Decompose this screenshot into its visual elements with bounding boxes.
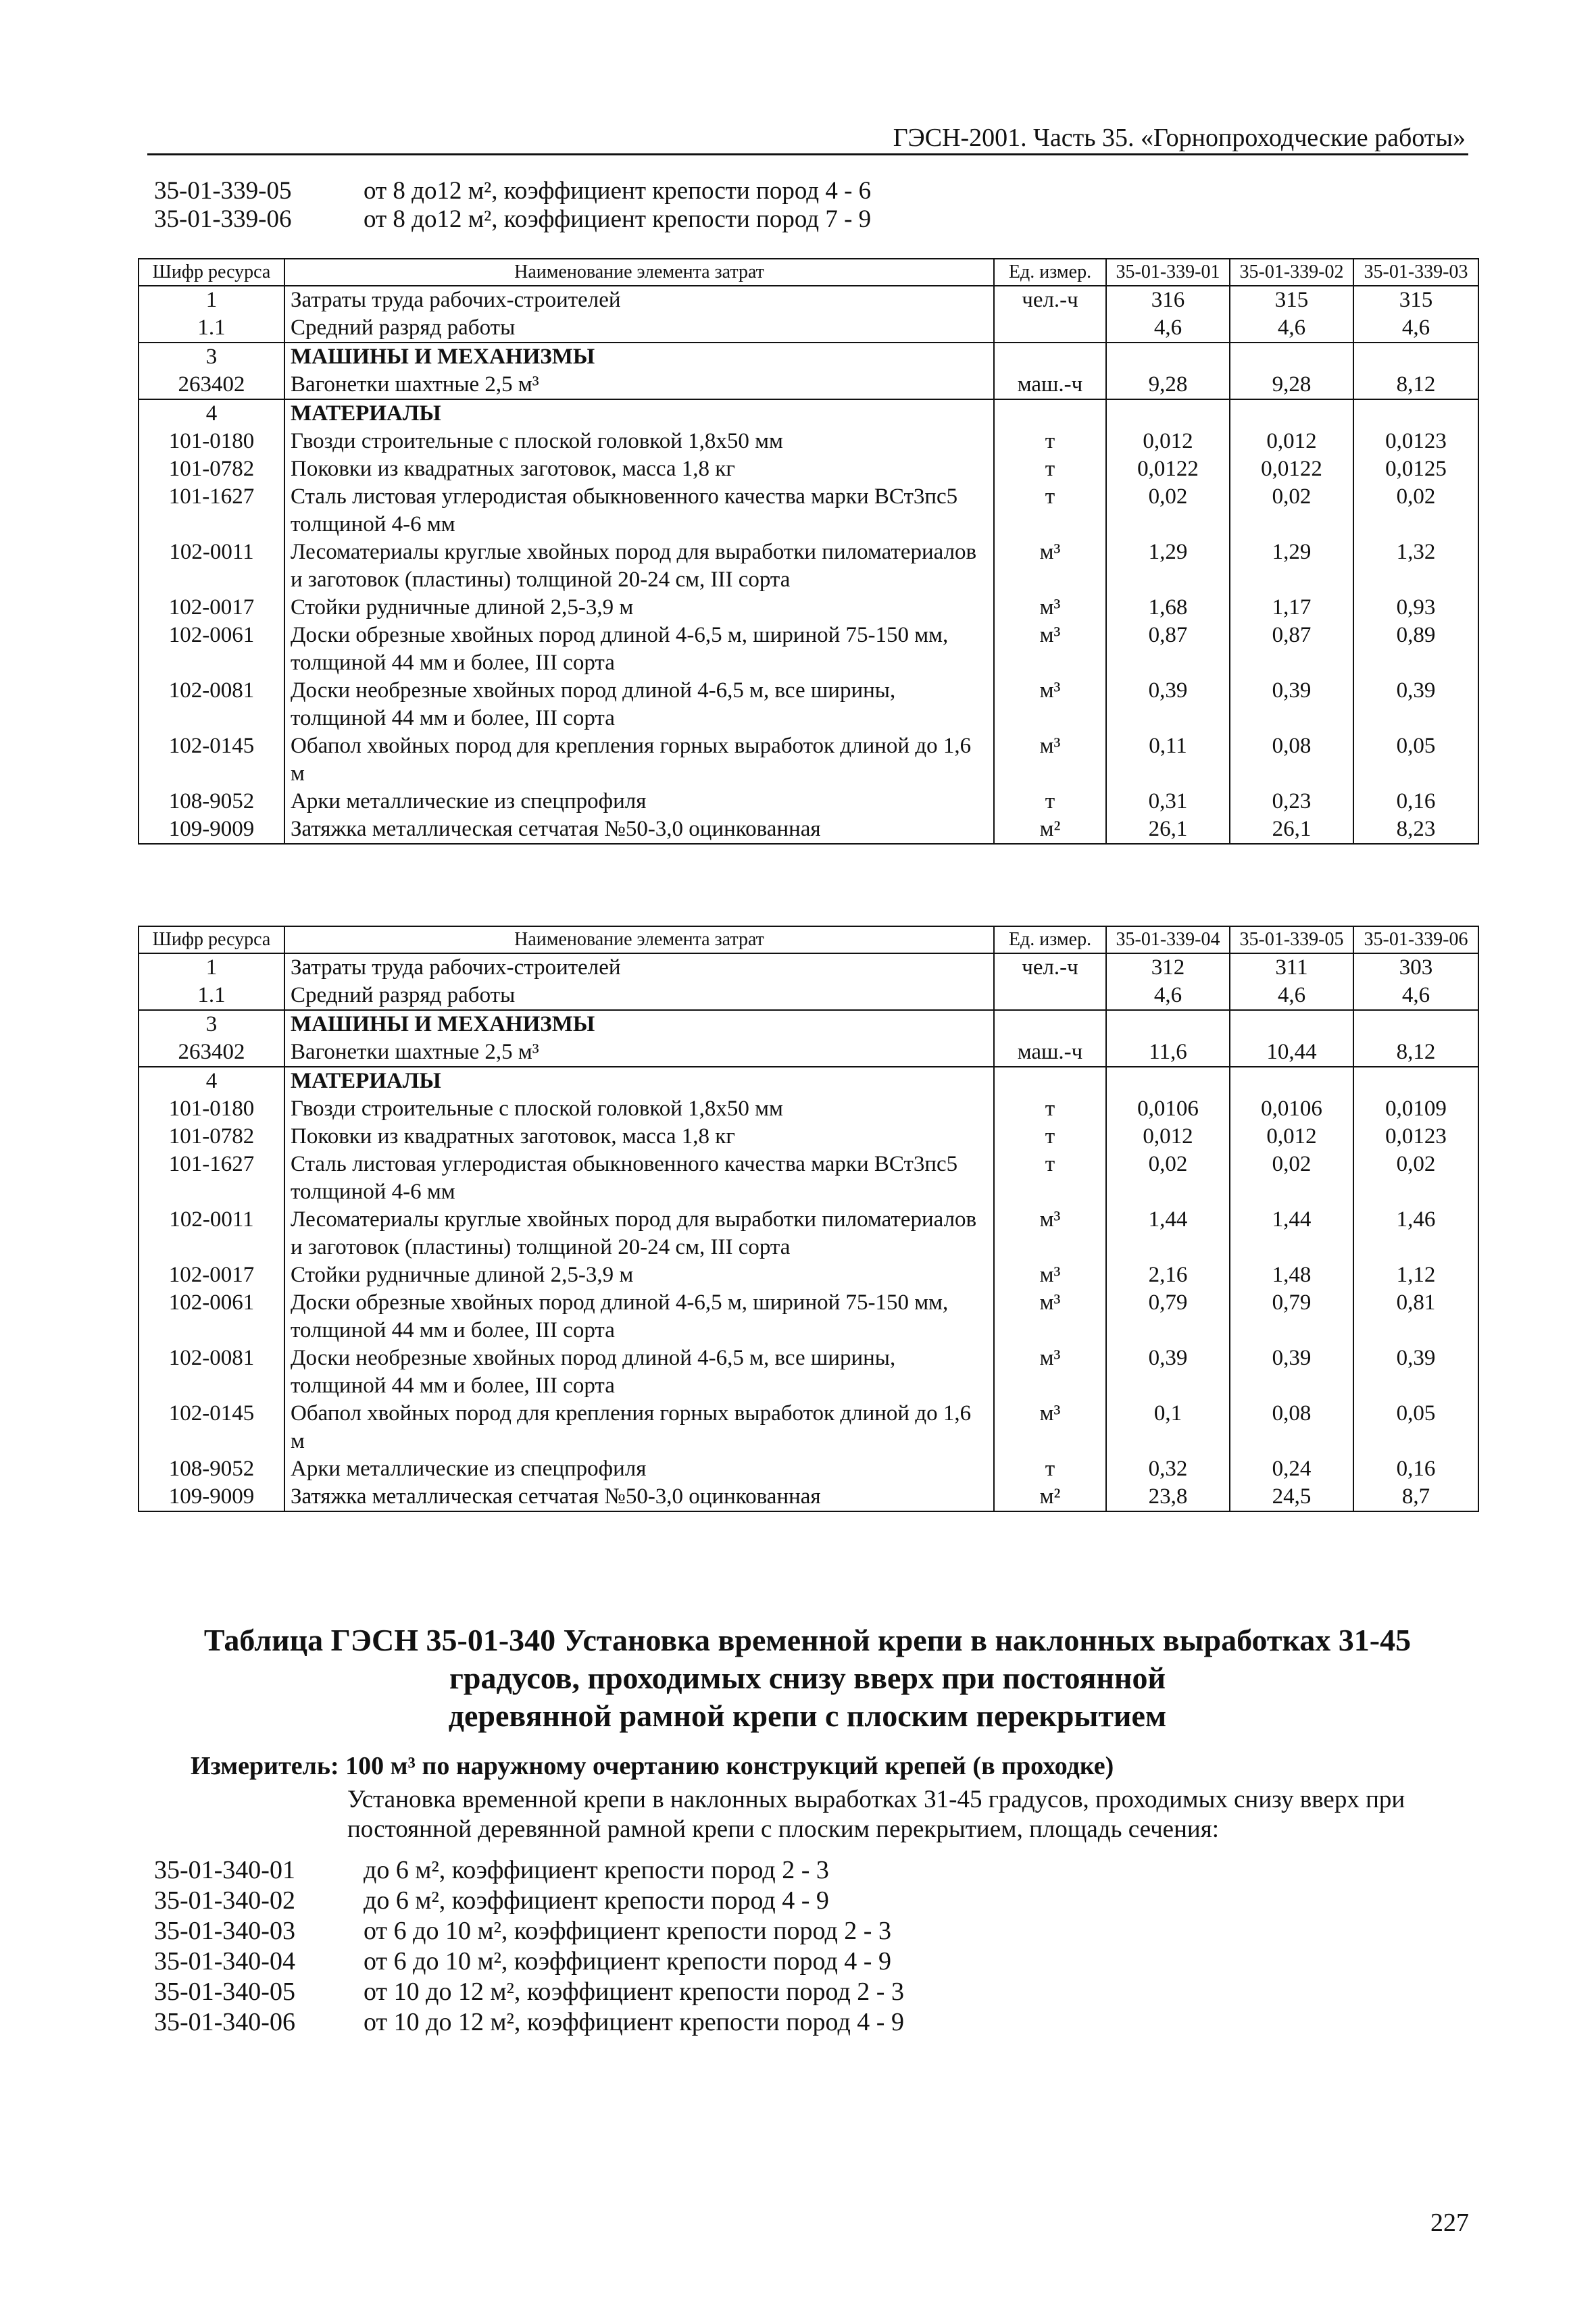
resource-unit: м³	[994, 732, 1106, 788]
resource-code: 109-9009	[139, 1483, 284, 1511]
resource-code: 101-1627	[139, 483, 284, 538]
resource-value: 0,08	[1230, 732, 1353, 788]
header-title: ГЭСН-2001. Часть 35. «Горнопроходческие работы»	[893, 124, 1466, 152]
code: 35-01-340-01	[154, 1856, 295, 1884]
code-description: от 6 до 10 м², коэффициент крепости пород 4 - 9	[364, 1947, 891, 1976]
header-name: Наименование элемента затрат	[284, 926, 994, 953]
resource-value: 0,02	[1230, 1151, 1353, 1206]
resource-unit: м³	[994, 1344, 1106, 1400]
resource-unit: т	[994, 428, 1106, 455]
resource-value: 1,44	[1230, 1206, 1353, 1261]
resource-code: 102-0081	[139, 1344, 284, 1400]
resource-code: 101-1627	[139, 1151, 284, 1206]
resource-value: 1,32	[1353, 538, 1478, 594]
resource-code: 101-0180	[139, 428, 284, 455]
resource-value: 0,012	[1230, 428, 1353, 455]
resource-name: Поковки из квадратных заготовок, масса 1,8 кг	[284, 455, 994, 483]
code-description: до 6 м², коэффициент крепости пород 4 - 9	[364, 1886, 829, 1915]
resource-value: 312	[1106, 953, 1230, 982]
header-unit: Ед. измер.	[994, 926, 1106, 953]
resource-value: 0,012	[1106, 428, 1230, 455]
resource-value: 0,02	[1353, 483, 1478, 538]
header-column-code: 35-01-339-06	[1353, 926, 1478, 953]
header-code: Шифр ресурса	[139, 926, 284, 953]
resource-table-1	[138, 258, 1479, 845]
resource-unit: м²	[994, 1483, 1106, 1511]
resource-name: МАШИНЫ И МЕХАНИЗМЫ	[284, 343, 994, 371]
resource-name: Вагонетки шахтные 2,5 м³	[284, 371, 994, 399]
resource-name: Арки металлические из спецпрофиля	[284, 788, 994, 815]
resource-code: 1.1	[139, 982, 284, 1010]
resource-value: 1,48	[1230, 1261, 1353, 1289]
table-row	[139, 677, 1478, 732]
resource-name: Обапол хвойных пород для крепления горных выработок длиной до 1,6 м	[284, 732, 994, 788]
bottom-code-list	[154, 1855, 904, 2038]
resource-code: 102-0061	[139, 622, 284, 677]
resource-value: 0,05	[1353, 1400, 1478, 1455]
running-header	[147, 122, 1468, 155]
resource-name: Затяжка металлическая сетчатая №50-3,0 оцинкованная	[284, 1483, 994, 1511]
resource-unit	[994, 314, 1106, 343]
page-number: 227	[1430, 2209, 1469, 2237]
table-row	[139, 815, 1478, 844]
resource-unit: м³	[994, 538, 1106, 594]
resource-name: Лесоматериалы круглые хвойных пород для выработки пиломатериалов и заготовок (пластины) толщиной 20-24 см, III сорта	[284, 538, 994, 594]
resource-code: 101-0180	[139, 1095, 284, 1123]
resource-name: Доски обрезные хвойных пород длиной 4-6,5 м, шириной 75-150 мм, толщиной 44 мм и более, III сорта	[284, 622, 994, 677]
resource-value: 0,79	[1230, 1289, 1353, 1344]
resource-unit: т	[994, 1455, 1106, 1483]
table-row	[139, 314, 1478, 343]
resource-unit: т	[994, 483, 1106, 538]
header-column-code: 35-01-339-02	[1230, 259, 1353, 286]
section-title	[135, 1621, 1480, 1735]
resource-name: Гвозди строительные с плоской головкой 1,8x50 мм	[284, 428, 994, 455]
resource-value: 0,87	[1230, 622, 1353, 677]
resource-code: 108-9052	[139, 1455, 284, 1483]
resource-unit: м³	[994, 1289, 1106, 1344]
header-column-code: 35-01-339-01	[1106, 259, 1230, 286]
resource-code: 108-9052	[139, 788, 284, 815]
table-header-row	[139, 259, 1478, 286]
table-row	[139, 1400, 1478, 1455]
resource-value	[1106, 343, 1230, 371]
header-column-code: 35-01-339-03	[1353, 259, 1478, 286]
resource-unit: м³	[994, 1206, 1106, 1261]
resource-unit	[994, 982, 1106, 1010]
resource-unit	[994, 399, 1106, 428]
section-title-line: градусов, проходимых снизу вверх при постоянной	[449, 1661, 1166, 1695]
resource-value: 0,31	[1106, 788, 1230, 815]
code-line	[154, 1977, 904, 2007]
resource-name: Поковки из квадратных заготовок, масса 1,8 кг	[284, 1123, 994, 1151]
resource-code: 4	[139, 1067, 284, 1095]
resource-code: 102-0145	[139, 732, 284, 788]
resource-value: 0,39	[1230, 1344, 1353, 1400]
code: 35-01-340-06	[154, 2008, 295, 2036]
resource-name: Затраты труда рабочих-строителей	[284, 953, 994, 982]
resource-code: 109-9009	[139, 815, 284, 844]
resource-name: Стойки рудничные длиной 2,5-3,9 м	[284, 594, 994, 622]
resource-value	[1106, 1010, 1230, 1038]
resource-value: 0,87	[1106, 622, 1230, 677]
resource-name: Затраты труда рабочих-строителей	[284, 286, 994, 314]
code: 35-01-339-06	[154, 205, 292, 233]
code-description: от 10 до 12 м², коэффициент крепости пород 4 - 9	[364, 2008, 904, 2036]
resource-value: 4,6	[1230, 982, 1353, 1010]
section-title-line: Таблица ГЭСН 35-01-340 Установка временной крепи в наклонных выработках 31-45	[203, 1623, 1412, 1657]
table-row	[139, 788, 1478, 815]
resource-value: 8,23	[1353, 815, 1478, 844]
code: 35-01-340-04	[154, 1947, 295, 1976]
resource-value: 10,44	[1230, 1038, 1353, 1067]
resource-value: 8,12	[1353, 1038, 1478, 1067]
resource-code: 4	[139, 399, 284, 428]
resource-name: Арки металлические из спецпрофиля	[284, 1455, 994, 1483]
resource-unit: маш.-ч	[994, 371, 1106, 399]
code: 35-01-339-05	[154, 177, 292, 205]
resource-value: 8,7	[1353, 1483, 1478, 1511]
table-row	[139, 1038, 1478, 1067]
resource-name: Доски необрезные хвойных пород длиной 4-6,5 м, все ширины, толщиной 44 мм и более, III сорта	[284, 1344, 994, 1400]
resource-unit: м³	[994, 1261, 1106, 1289]
resource-unit: м³	[994, 677, 1106, 732]
table-row	[139, 1123, 1478, 1151]
resource-value: 0,02	[1106, 483, 1230, 538]
resource-value: 9,28	[1106, 371, 1230, 399]
resource-name: Сталь листовая углеродистая обыкновенного качества марки ВСт3пс5 толщиной 4-6 мм	[284, 1151, 994, 1206]
resource-value: 0,0106	[1230, 1095, 1353, 1123]
resource-value: 4,6	[1106, 314, 1230, 343]
resource-code: 3	[139, 343, 284, 371]
resource-unit: м³	[994, 594, 1106, 622]
resource-unit: т	[994, 1151, 1106, 1206]
resource-value: 0,39	[1106, 1344, 1230, 1400]
table-row	[139, 953, 1478, 982]
code-description: от 8 до12 м², коэффициент крепости пород 4 - 6	[364, 177, 872, 205]
resource-value: 26,1	[1230, 815, 1353, 844]
resource-value: 4,6	[1353, 982, 1478, 1010]
resource-unit	[994, 1067, 1106, 1095]
resource-code: 1	[139, 286, 284, 314]
resource-unit: т	[994, 1123, 1106, 1151]
resource-value	[1106, 1067, 1230, 1095]
table-row	[139, 982, 1478, 1010]
code: 35-01-340-05	[154, 1978, 295, 2006]
resource-value: 1,12	[1353, 1261, 1478, 1289]
resource-value: 0,012	[1106, 1123, 1230, 1151]
resource-unit: м²	[994, 815, 1106, 844]
resource-code: 102-0011	[139, 1206, 284, 1261]
resource-table-2	[138, 926, 1479, 1512]
resource-name: МАШИНЫ И МЕХАНИЗМЫ	[284, 1010, 994, 1038]
resource-name: МАТЕРИАЛЫ	[284, 399, 994, 428]
resource-value: 8,12	[1353, 371, 1478, 399]
resource-code: 263402	[139, 371, 284, 399]
code-line	[154, 2007, 904, 2038]
resource-name: Сталь листовая углеродистая обыкновенного качества марки ВСт3пс5 толщиной 4-6 мм	[284, 483, 994, 538]
resource-value: 0,23	[1230, 788, 1353, 815]
table-row	[139, 1067, 1478, 1095]
code-line	[154, 205, 871, 234]
table-row	[139, 622, 1478, 677]
resource-value: 9,28	[1230, 371, 1353, 399]
code-line	[154, 1855, 904, 1886]
resource-value: 0,39	[1106, 677, 1230, 732]
resource-code: 102-0081	[139, 677, 284, 732]
table-row	[139, 1289, 1478, 1344]
resource-value: 0,0122	[1106, 455, 1230, 483]
resource-value: 0,05	[1353, 732, 1478, 788]
code-line	[154, 1946, 904, 1977]
resource-unit: т	[994, 455, 1106, 483]
resource-value: 0,16	[1353, 1455, 1478, 1483]
resource-value: 0,0123	[1353, 1123, 1478, 1151]
resource-value: 26,1	[1106, 815, 1230, 844]
resource-value: 0,0123	[1353, 428, 1478, 455]
table-row	[139, 732, 1478, 788]
code-description: от 6 до 10 м², коэффициент крепости пород 2 - 3	[364, 1917, 891, 1945]
header-unit: Ед. измер.	[994, 259, 1106, 286]
resource-value: 1,29	[1230, 538, 1353, 594]
resource-code: 102-0017	[139, 1261, 284, 1289]
resource-value: 315	[1353, 286, 1478, 314]
resource-name: Доски необрезные хвойных пород длиной 4-6,5 м, все ширины, толщиной 44 мм и более, III сорта	[284, 677, 994, 732]
resource-value: 0,24	[1230, 1455, 1353, 1483]
resource-value: 2,16	[1106, 1261, 1230, 1289]
table-row	[139, 1455, 1478, 1483]
resource-value: 0,89	[1353, 622, 1478, 677]
description: Установка временной крепи в наклонных выработках 31-45 градусов, проходимых снизу вверх при постоянной деревянной рамной крепи с плоским перекрытием, площадь сечения:	[347, 1786, 1405, 1843]
resource-unit: м³	[994, 1400, 1106, 1455]
table-row	[139, 1095, 1478, 1123]
code: 35-01-340-02	[154, 1886, 295, 1915]
header-name: Наименование элемента затрат	[284, 259, 994, 286]
resource-value	[1353, 399, 1478, 428]
resource-name: Доски обрезные хвойных пород длиной 4-6,5 м, шириной 75-150 мм, толщиной 44 мм и более, III сорта	[284, 1289, 994, 1344]
resource-unit	[994, 343, 1106, 371]
table-row	[139, 399, 1478, 428]
resource-name: Вагонетки шахтные 2,5 м³	[284, 1038, 994, 1067]
resource-value	[1106, 399, 1230, 428]
resource-code: 1	[139, 953, 284, 982]
code-description: от 8 до12 м², коэффициент крепости пород 7 - 9	[364, 205, 872, 233]
resource-value	[1230, 1067, 1353, 1095]
header-code: Шифр ресурса	[139, 259, 284, 286]
table-row	[139, 455, 1478, 483]
table-row	[139, 1483, 1478, 1511]
resource-value	[1230, 343, 1353, 371]
resource-name: Средний разряд работы	[284, 314, 994, 343]
resource-value: 315	[1230, 286, 1353, 314]
table-row	[139, 1151, 1478, 1206]
table-row	[139, 483, 1478, 538]
resource-value: 0,32	[1106, 1455, 1230, 1483]
resource-value: 0,0109	[1353, 1095, 1478, 1123]
resource-unit	[994, 1010, 1106, 1038]
resource-unit: т	[994, 1095, 1106, 1123]
resource-value: 1,46	[1353, 1206, 1478, 1261]
resource-value: 0,11	[1106, 732, 1230, 788]
table-row	[139, 1344, 1478, 1400]
code-description: от 10 до 12 м², коэффициент крепости пород 2 - 3	[364, 1978, 904, 2006]
table-row	[139, 1010, 1478, 1038]
resource-value: 0,79	[1106, 1289, 1230, 1344]
code-line	[154, 1916, 904, 1946]
code-line	[154, 177, 871, 205]
resource-value: 4,6	[1106, 982, 1230, 1010]
resource-unit: т	[994, 788, 1106, 815]
resource-name: Стойки рудничные длиной 2,5-3,9 м	[284, 1261, 994, 1289]
resource-code: 102-0145	[139, 1400, 284, 1455]
code-line	[154, 1886, 904, 1916]
resource-value: 303	[1353, 953, 1478, 982]
resource-code: 102-0017	[139, 594, 284, 622]
resource-value: 0,0106	[1106, 1095, 1230, 1123]
resource-unit: маш.-ч	[994, 1038, 1106, 1067]
resource-value: 0,39	[1353, 1344, 1478, 1400]
resource-value: 11,6	[1106, 1038, 1230, 1067]
resource-name: Лесоматериалы круглые хвойных пород для выработки пиломатериалов и заготовок (пластины) толщиной 20-24 см, III сорта	[284, 1206, 994, 1261]
table-row	[139, 343, 1478, 371]
resource-value: 4,6	[1230, 314, 1353, 343]
resource-value: 0,93	[1353, 594, 1478, 622]
resource-value: 0,02	[1353, 1151, 1478, 1206]
resource-value: 0,39	[1353, 677, 1478, 732]
resource-value: 316	[1106, 286, 1230, 314]
resource-value: 0,0125	[1353, 455, 1478, 483]
code-description: до 6 м², коэффициент крепости пород 2 - 3	[364, 1856, 829, 1884]
resource-name: Гвозди строительные с плоской головкой 1,8x50 мм	[284, 1095, 994, 1123]
resource-name: Затяжка металлическая сетчатая №50-3,0 оцинкованная	[284, 815, 994, 844]
resource-code: 101-0782	[139, 1123, 284, 1151]
table-row	[139, 371, 1478, 399]
resource-value: 0,02	[1106, 1151, 1230, 1206]
resource-value: 0,08	[1230, 1400, 1353, 1455]
resource-unit: чел.-ч	[994, 286, 1106, 314]
resource-value: 23,8	[1106, 1483, 1230, 1511]
resource-value	[1353, 343, 1478, 371]
resource-code: 102-0011	[139, 538, 284, 594]
resource-code: 1.1	[139, 314, 284, 343]
resource-value: 24,5	[1230, 1483, 1353, 1511]
resource-value	[1353, 1010, 1478, 1038]
resource-value: 311	[1230, 953, 1353, 982]
resource-value	[1353, 1067, 1478, 1095]
resource-value: 0,012	[1230, 1123, 1353, 1151]
code: 35-01-340-03	[154, 1917, 295, 1945]
resource-value	[1230, 1010, 1353, 1038]
resource-value: 1,68	[1106, 594, 1230, 622]
resource-value: 4,6	[1353, 314, 1478, 343]
header-column-code: 35-01-339-04	[1106, 926, 1230, 953]
section-title-line: деревянной рамной крепи с плоским перекрытием	[448, 1699, 1167, 1733]
header-column-code: 35-01-339-05	[1230, 926, 1353, 953]
resource-value: 0,16	[1353, 788, 1478, 815]
meter-line: Измеритель: 100 м³ по наружному очертанию конструкций крепей (в проходке)	[191, 1752, 1114, 1780]
resource-value: 1,44	[1106, 1206, 1230, 1261]
resource-name: Обапол хвойных пород для крепления горных выработок длиной до 1,6 м	[284, 1400, 994, 1455]
resource-unit: чел.-ч	[994, 953, 1106, 982]
resource-unit: м³	[994, 622, 1106, 677]
table-header-row	[139, 926, 1478, 953]
resource-code: 263402	[139, 1038, 284, 1067]
top-code-list	[154, 177, 871, 234]
resource-value: 0,0122	[1230, 455, 1353, 483]
table-row	[139, 1206, 1478, 1261]
resource-value: 0,02	[1230, 483, 1353, 538]
resource-value: 0,1	[1106, 1400, 1230, 1455]
resource-code: 3	[139, 1010, 284, 1038]
table-row	[139, 1261, 1478, 1289]
resource-name: МАТЕРИАЛЫ	[284, 1067, 994, 1095]
resource-value: 1,29	[1106, 538, 1230, 594]
table-row	[139, 428, 1478, 455]
resource-code: 102-0061	[139, 1289, 284, 1344]
table-row	[139, 538, 1478, 594]
resource-code: 101-0782	[139, 455, 284, 483]
resource-value	[1230, 399, 1353, 428]
table-row	[139, 594, 1478, 622]
resource-value: 0,39	[1230, 677, 1353, 732]
resource-value: 0,81	[1353, 1289, 1478, 1344]
resource-value: 1,17	[1230, 594, 1353, 622]
resource-name: Средний разряд работы	[284, 982, 994, 1010]
table-row	[139, 286, 1478, 314]
